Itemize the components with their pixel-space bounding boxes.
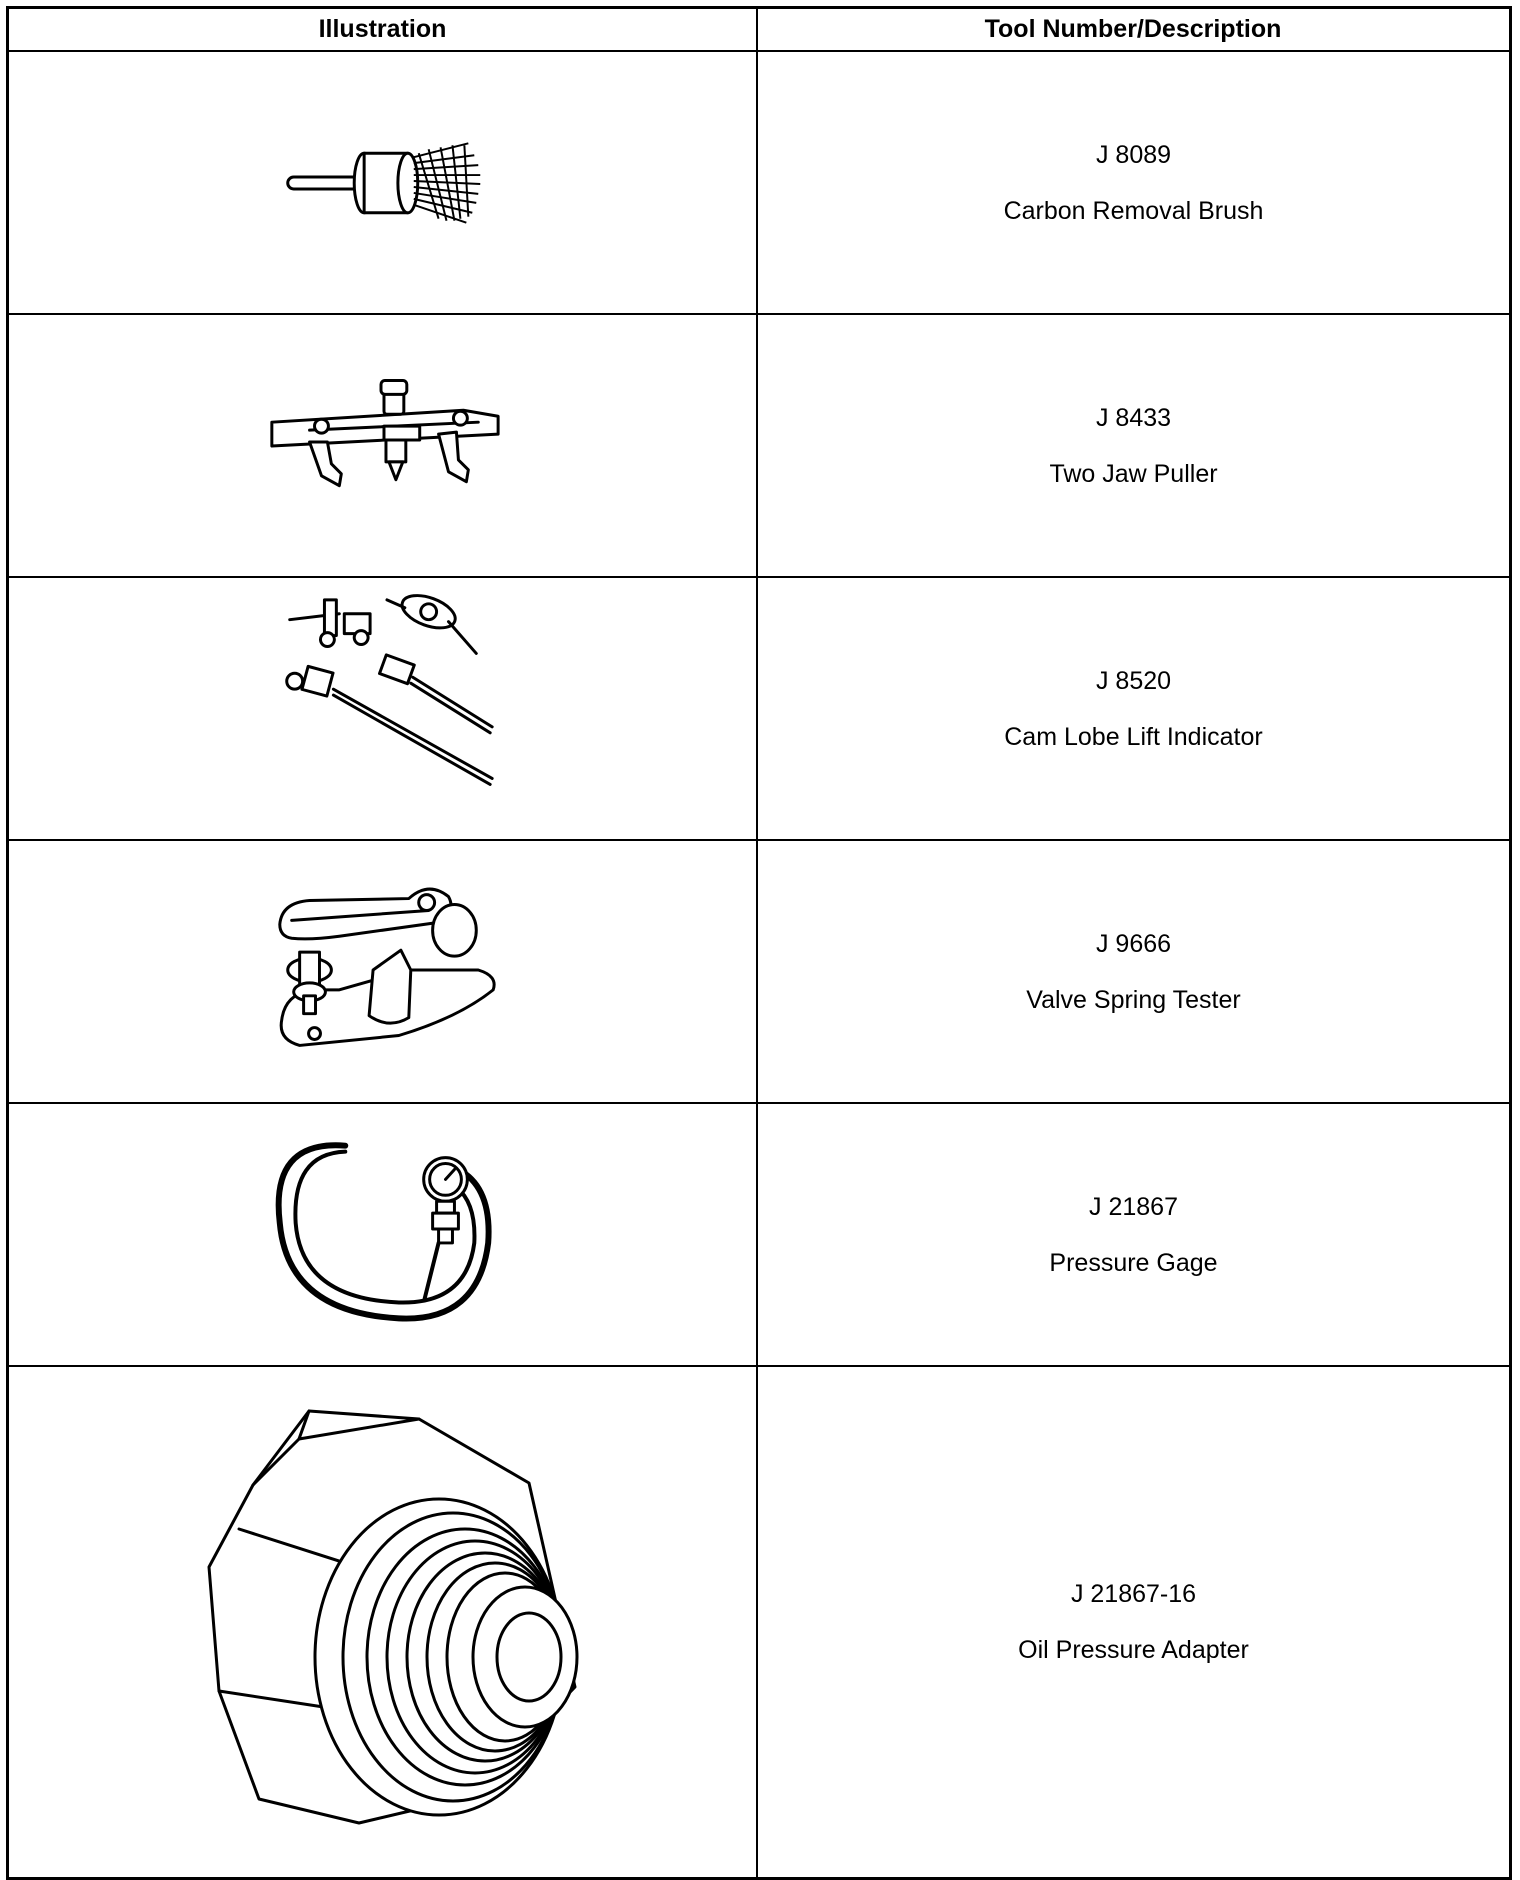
tool-number: J 8089: [1095, 140, 1172, 169]
tool-cell: [758, 578, 1509, 839]
special-tools-table: [6, 6, 1512, 1880]
table-row: [9, 841, 1509, 1104]
tool-number: J 8433: [1095, 403, 1172, 432]
cam-lobe-lift-indicator-icon: [9, 578, 756, 839]
tool-number: J 21867-16: [1070, 1580, 1197, 1608]
tool-description: Carbon Removal Brush: [1003, 196, 1264, 225]
tool-cell: [758, 315, 1509, 576]
tool-cell: [758, 1104, 1509, 1365]
table-row: [9, 578, 1509, 841]
table-row: [9, 315, 1509, 578]
tool-description: Valve Spring Tester: [1026, 985, 1241, 1014]
oil-pressure-adapter-icon: [9, 1367, 756, 1877]
tool-number: J 21867: [1089, 1192, 1178, 1221]
carbon-removal-brush-icon: [9, 52, 756, 313]
tool-description: Cam Lobe Lift Indicator: [1004, 722, 1263, 751]
tool-cell: [758, 841, 1509, 1102]
column-divider: [756, 9, 758, 1877]
table-row: [9, 1367, 1509, 1877]
valve-spring-tester-icon: [9, 841, 756, 1102]
tool-description: Two Jaw Puller: [1049, 459, 1218, 488]
table-row: [9, 52, 1509, 315]
table-header: [9, 9, 1509, 52]
pressure-gage-icon: [9, 1104, 756, 1365]
table-row: [9, 1104, 1509, 1367]
tool-column-header: Tool Number/Description: [984, 15, 1282, 43]
two-jaw-puller-icon: [9, 315, 756, 576]
tool-number: J 8520: [1095, 666, 1172, 695]
tool-number: J 9666: [1095, 929, 1172, 958]
tool-cell: [758, 52, 1509, 313]
tool-description: Pressure Gage: [1049, 1248, 1218, 1277]
tool-cell: [758, 1367, 1509, 1877]
tool-description: Oil Pressure Adapter: [1018, 1636, 1249, 1664]
illustration-column-header: Illustration: [318, 15, 447, 43]
